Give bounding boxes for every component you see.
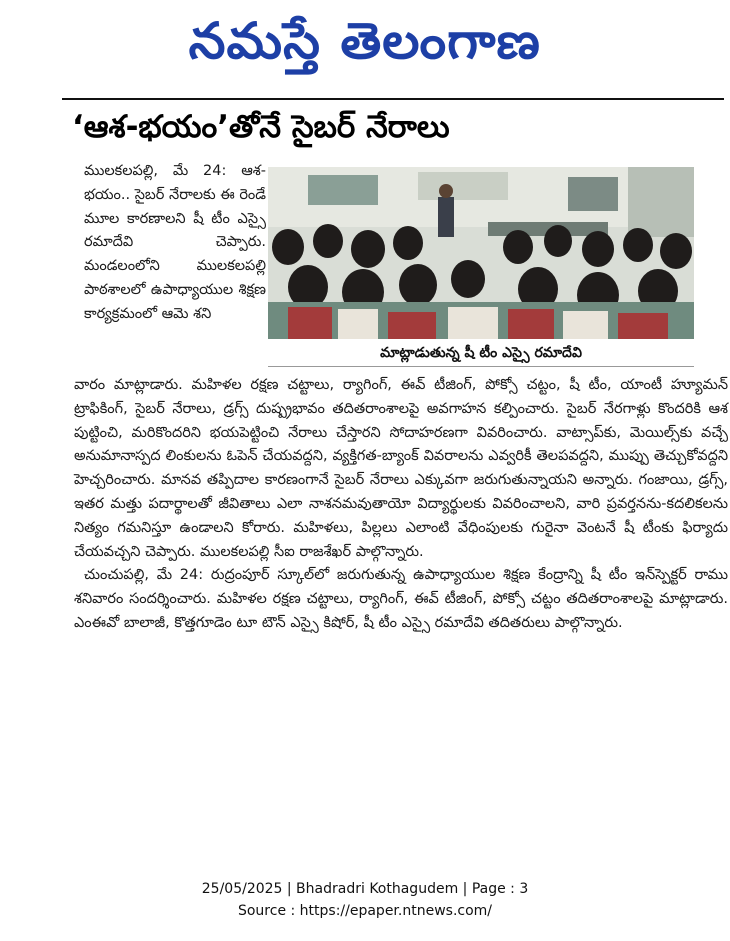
article-photo: [268, 167, 694, 339]
masthead-rule: [62, 98, 724, 100]
article-second-story: చుంచుపల్లి, మే 24: రుద్రంపూర్ స్కూల్‌లో జరుగుతున్న ఉపాధ్యాయుల శిక్షణ కేంద్రాన్ని షీ టీం ఇన్‌స్పెక్టర్ రాము శనివారం సందర్శించారు. మహిళల రక్షణ చట్టాలు, ర్యాగింగ్, ఈవ్ టీజింగ్, పోక్సో చట్టం తదితరాంశాలపై మాట్లాడారు. ఎంఈవో బాలాజీ, కొత్తగూడెం టూ టౌన్ ఎస్సై కిషోర్, షీ టీం ఎస్సై రమాదేవి తదితరులు పాల్గొన్నారు.: [74, 567, 728, 631]
masthead-title: నమస్తే తెలంగాణ: [188, 11, 542, 70]
article-intro-column: [84, 160, 266, 327]
footer-source-line: Source : https://epaper.ntnews.com/: [237, 903, 493, 919]
photo-caption: [268, 340, 694, 367]
article-wide-column: [74, 374, 728, 636]
article-intro: ములకలపల్లి, మే 24: ఆశ-భయం.. సైబర్ నేరాలకు ఈ రెండే మూల కారణాలని షీ టీం ఎస్సై రమాదేవి చెప్పారు. మండలంలోని ములకలపల్లి పాఠశాలలో ఉపాధ్యాయుల శిక్షణ కార్యక్రమంలో ఆమె శని: [84, 163, 266, 322]
masthead: [0, 6, 730, 76]
headline: ‘ఆశ-భయం’తోనే సైబర్ నేరాలు: [72, 109, 450, 145]
article-continuation: వారం మాట్లాడారు. మహిళల రక్షణ చట్టాలు, ర్యాగింగ్, ఈవ్ టీజింగ్, పోక్సో చట్టం, షీ టీం, యాంటీ హ్యూమన్ ట్రాఫికింగ్, సైబర్ నేరాలు, డ్రగ్స్ దుష్ప్రభావం తదితరాంశాలపై అవగాహన కల్పించారు. సైబర్ నేరగాళ్లు కొందరికి ఆశ పుట్టించి, మరికొందరిని భయపెట్టించి నేరాలు చేస్తారని సోదాహరణగా వివరించారు. వాట్సాప్‌కు, మెయిల్స్‌కు వచ్చే అనుమానాస్పద లింకులను ఓపెన్ చేయవద్దని, వ్యక్తిగత-బ్యాంక్ వివరాలను ఎవ్వరికీ తెలపవద్దని, ముప్పు తెచ్చుకోవద్దని హెచ్చరించారు. మానవ తప్పిదాల కారణంగానే సైబర్ నేరాలు ఎక్కువగా జరుగుతున్నాయని అన్నారు. గంజాయి, డ్రగ్స్, ఇతర మత్తు పదార్థాలతో జీవితాలు ఎలా నాశనమవుతాయో విద్యార్థులకు వివరించాలని, వారి ప్రవర్తనను-కదలికలను నిత్యం గమనిస్తూ ఉండాలని కోరారు. మహిళలు, పిల్లలు ఎలాంటి వేధింపులకు గురైనా వెంటనే షీ టీంకు ఫిర్యాదు చేయవచ్చని చెప్పారు. ములకలపల్లి సీఐ రాజశేఖర్ పాల్గొన్నారు.: [74, 377, 728, 560]
footer-edition-line: 25/05/2025 | Bhadradri Kothagudem | Page : 3: [201, 881, 529, 897]
page-footer: [0, 878, 730, 922]
photo-caption-text: మాట్లాడుతున్న షీ టీం ఎస్సై రమాదేవి: [380, 345, 582, 361]
classroom-photo-illustration: [268, 167, 694, 339]
